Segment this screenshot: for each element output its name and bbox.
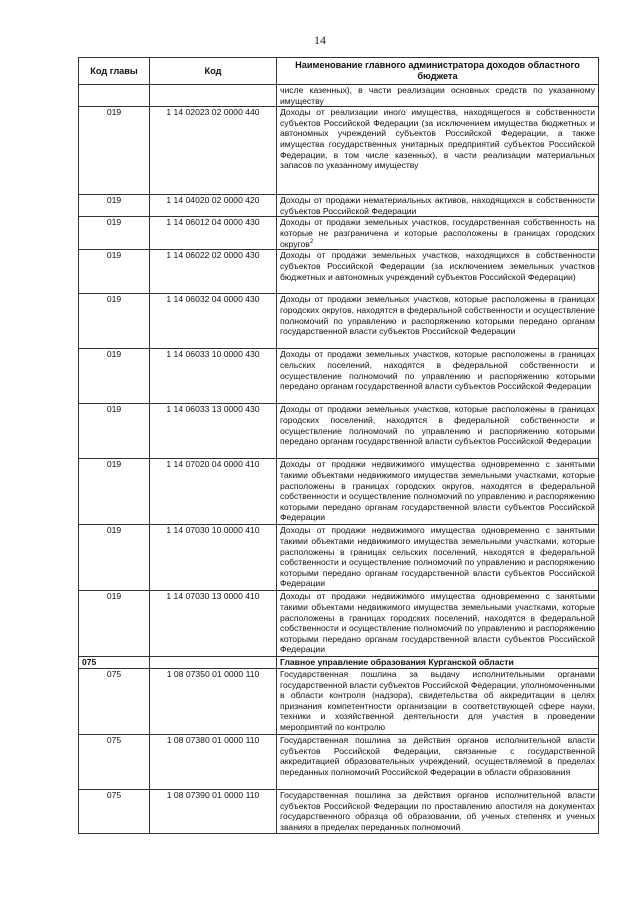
row-name: Доходы от продажи нематериальных активов, находящихся в собственности субъектов Российской Федерации (277, 195, 599, 217)
row-name-text: Доходы от продажи земельных участков, государственная собственность на которые не разграничена и которые расположены в границах городских округов (280, 217, 595, 249)
table-row-continuation (79, 85, 599, 107)
row-code: 1 14 06012 04 0000 430 (150, 217, 277, 250)
row-code: 1 14 04020 02 0000 420 (150, 195, 277, 217)
row-code: 1 14 07020 04 0000 410 (150, 459, 277, 525)
row-name (277, 217, 599, 250)
header-head-code: Код главы (79, 58, 150, 85)
table-row (79, 668, 599, 734)
administrator-code (150, 657, 277, 669)
row-code: 1 14 06032 04 0000 430 (150, 294, 277, 349)
table-row (79, 404, 599, 459)
row-head-code: 075 (79, 668, 150, 734)
row-head-code (79, 85, 150, 107)
row-code: 1 08 07380 01 0000 110 (150, 734, 277, 789)
table-row (79, 591, 599, 657)
table-row (79, 459, 599, 525)
table-row (79, 107, 599, 195)
table-row (79, 734, 599, 789)
row-code: 1 14 06033 10 0000 430 (150, 349, 277, 404)
footnote-marker: 2 (309, 238, 314, 245)
table-row (79, 789, 599, 833)
row-head-code: 019 (79, 195, 150, 217)
row-head-code: 019 (79, 525, 150, 591)
row-name: Государственная пошлина за выдачу исполнительными органами государственной власти субъектов Российской Федерации, уполномоченными в области контроля (надзора), свидетельства об аккредитации в целях признания компетентности организации в соответствующей сфере науки, техники и хозяйственной деятельности для участия в проведении мероприятий по контролю (277, 668, 599, 734)
administrator-name: Главное управление образования Курганской области (277, 657, 599, 669)
row-code: 1 08 07390 01 0000 110 (150, 789, 277, 833)
row-head-code: 075 (79, 789, 150, 833)
header-name: Наименование главного администратора доходов областного бюджета (277, 58, 599, 85)
row-name: Доходы от продажи земельных участков, которые расположены в границах городских округов, находятся в федеральной собственности и осуществление полномочий по управлению и распоряжению которыми передано органам государственной власти субъектов Российской Федерации (277, 294, 599, 349)
page-number: 14 (314, 33, 326, 47)
row-head-code: 019 (79, 217, 150, 250)
row-code: 1 14 06033 13 0000 430 (150, 404, 277, 459)
row-head-code: 019 (79, 294, 150, 349)
row-name: Доходы от продажи земельных участков, которые расположены в границах городских поселений, находятся в федеральной собственности и осуществление полномочий по управлению и распоряжению которыми передано органам государственной власти субъектов Российской Федерации (277, 404, 599, 459)
table-row (79, 294, 599, 349)
row-code: 1 08 07350 01 0000 110 (150, 668, 277, 734)
row-head-code: 019 (79, 591, 150, 657)
revenue-administrators-table (78, 57, 599, 834)
table-row (79, 250, 599, 294)
table-row (79, 217, 599, 250)
row-head-code: 019 (79, 107, 150, 195)
row-head-code: 019 (79, 250, 150, 294)
table-row (79, 525, 599, 591)
row-code (150, 85, 277, 107)
row-name: Государственная пошлина за действия органов исполнительной власти субъектов Российской Федерации по проставлению апостиля на документах государственного образца об образовании, об ученых степенях и ученых званиях в пределах переданных полномочий (277, 789, 599, 833)
table-header-row (79, 58, 599, 85)
row-name: Доходы от продажи недвижимого имущества одновременно с занятыми такими объектами недвижимого имущества земельными участками, которые расположены в границах городских округов, находятся в федеральной собственности и осуществление полномочий по управлению и распоряжению которыми передано органам государственной власти субъектов Российской Федерации (277, 459, 599, 525)
row-head-code: 019 (79, 404, 150, 459)
row-code: 1 14 06022 02 0000 430 (150, 250, 277, 294)
row-code: 1 14 07030 13 0000 410 (150, 591, 277, 657)
row-head-code: 019 (79, 459, 150, 525)
administrator-head-code: 075 (79, 657, 150, 669)
row-code: 1 14 02023 02 0000 440 (150, 107, 277, 195)
row-head-code: 075 (79, 734, 150, 789)
header-code: Код (150, 58, 277, 85)
row-head-code: 019 (79, 349, 150, 404)
table-row (79, 349, 599, 404)
row-name: Государственная пошлина за действия органов исполнительной власти субъектов Российской Федерации, связанные с государственной аккредитацией образовательных учреждений, осуществляемой в пределах переданных полномочий Российской Федерации в области образования (277, 734, 599, 789)
row-name: Доходы от продажи недвижимого имущества одновременно с занятыми такими объектами недвижимого имущества земельными участками, которые расположены в границах городских поселений, находятся в федеральной собственности и осуществление полномочий по управлению и распоряжению которыми передано органам государственной власти субъектов Российской Федерации (277, 591, 599, 657)
row-name: числе казенных), в части реализации основных средств по указанному имуществу (277, 85, 599, 107)
row-name: Доходы от продажи земельных участков, находящихся в собственности субъектов Российской Федерации (за исключением земельных участков бюджетных и автономных учреждений субъектов Российской Федерации) (277, 250, 599, 294)
row-name: Доходы от продажи недвижимого имущества одновременно с занятыми такими объектами недвижимого имущества земельными участками, которые расположены в границах сельских поселений, находятся в федеральной собственности и осуществление полномочий по управлению и распоряжению которыми передано органам государственной власти субъектов Российской Федерации (277, 525, 599, 591)
row-name: Доходы от продажи земельных участков, которые расположены в границах сельских поселений, находятся в федеральной собственности и осуществление полномочий по управлению и распоряжению которыми передано органам государственной власти субъектов Российской Федерации (277, 349, 599, 404)
table-row (79, 195, 599, 217)
row-name: Доходы от реализации иного имущества, находящегося в собственности субъектов Российской Федерации (за исключением имущества бюджетных и автономных учреждений субъектов Российской Федерации, а также имущества государственных унитарных предприятий субъектов Российской Федерации, в том числе казенных), в части реализации материальных запасов по указанному имуществу (277, 107, 599, 195)
administrator-row (79, 657, 599, 669)
row-code: 1 14 07030 10 0000 410 (150, 525, 277, 591)
